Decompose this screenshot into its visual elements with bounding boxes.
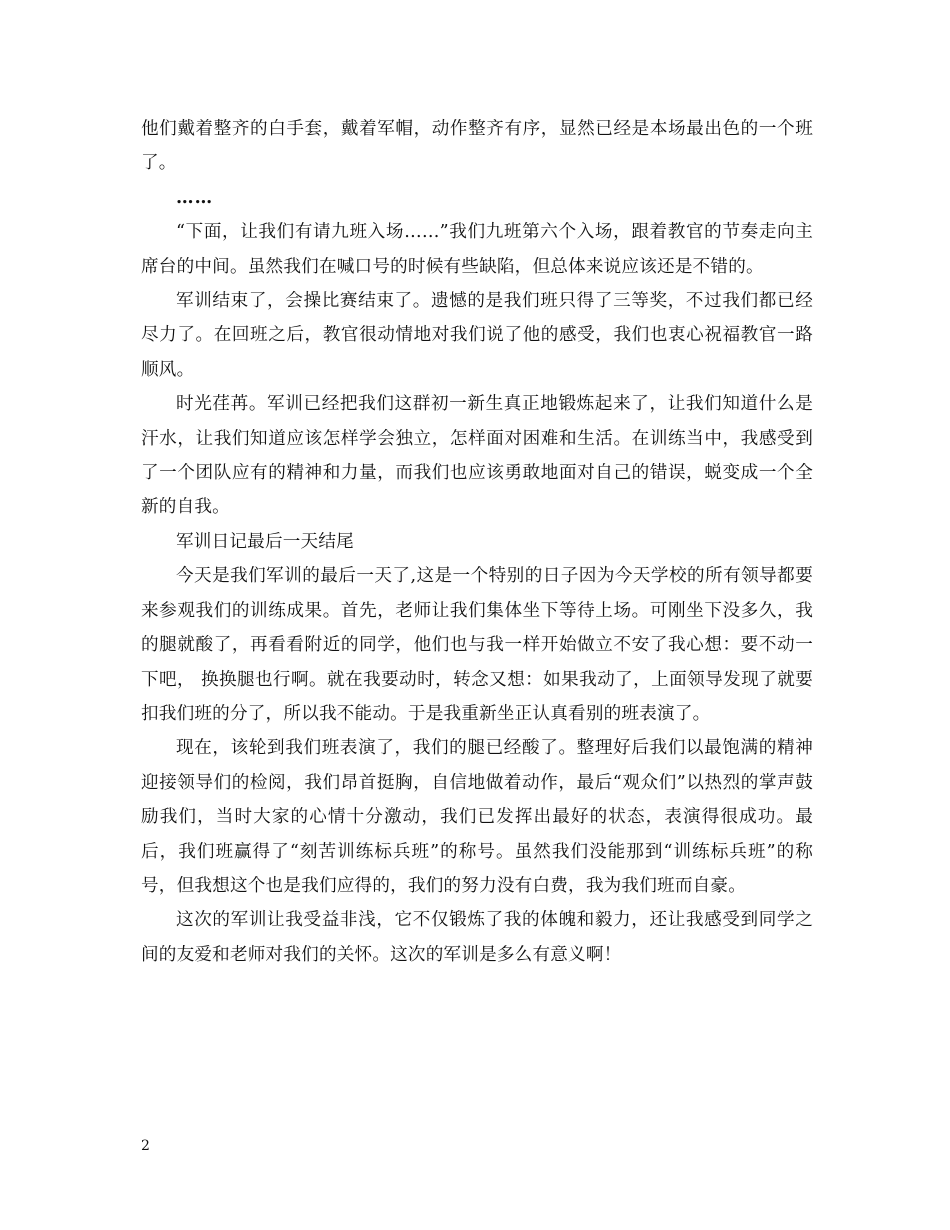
paragraph-ellipsis: …… [176, 186, 214, 208]
section-heading: 军训日记最后一天结尾 [176, 531, 354, 552]
paragraph: “下面，让我们有请九班入场……”我们九班第六个入场，跟着教官的节奏走向主席台的中间。虽然我们在喊口号的时候有些缺陷，但总体来说应该还是不错的。 [141, 222, 813, 277]
paragraph: 军训结束了，会操比赛结束了。遗憾的是我们班只得了三等奖，不过我们都已经尽力了。在回班之后，教官很动情地对我们说了他的感受，我们也衷心祝福教官一路顺风。 [141, 291, 813, 380]
page-number: 2 [141, 1138, 150, 1154]
paragraph: 这次的军训让我受益非浅，它不仅锻炼了我的体魄和毅力，还让我感受到同学之间的友爱和老师对我们的关怀。这次的军训是多么有意义啊！ [141, 910, 813, 965]
paragraph-continued: 他们戴着整齐的白手套，戴着军帽，动作整齐有序，显然已经是本场最出色的一个班了。 [141, 119, 813, 174]
body-text [141, 112, 813, 972]
paragraph: 现在，该轮到我们班表演了，我们的腿已经酸了。整理好后我们以最饱满的精神迎接领导们的检阅，我们昂首挺胸，自信地做着动作，最后“观众们”以热烈的掌声鼓励我们，当时大家的心情十分激动，我们已发挥出最好的状态，表演得很成功。最后，我们班赢得了“刻苦训练标兵班”的称号。虽然我们没能那到“训练标兵班”的称号，但我想这个也是我们应得的，我们的努力没有白费，我为我们班而自豪。 [141, 738, 813, 896]
paragraph: 时光荏苒。军训已经把我们这群初一新生真正地锻炼起来了，让我们知道什么是汗水，让我们知道应该怎样学会独立，怎样面对困难和生活。在训练当中，我感受到了一个团队应有的精神和力量，而我们也应该勇敢地面对自己的错误，蜕变成一个全新的自我。 [141, 394, 813, 518]
paragraph: 今天是我们军训的最后一天了,这是一个特别的日子因为今天学校的所有领导都要来参观我们的训练成果。首先，老师让我们集体坐下等待上场。可刚坐下没多久，我的腿就酸了，再看看附近的同学，他们也与我一样开始做立不安了我心想：要不动一下吧， 换换腿也行啊。就在我要动时，转念又想：如果我动了，上面领导发现了就要扣我们班的分了，所以我不能动。于是我重新坐正认真看别的班表演了。 [141, 566, 813, 724]
